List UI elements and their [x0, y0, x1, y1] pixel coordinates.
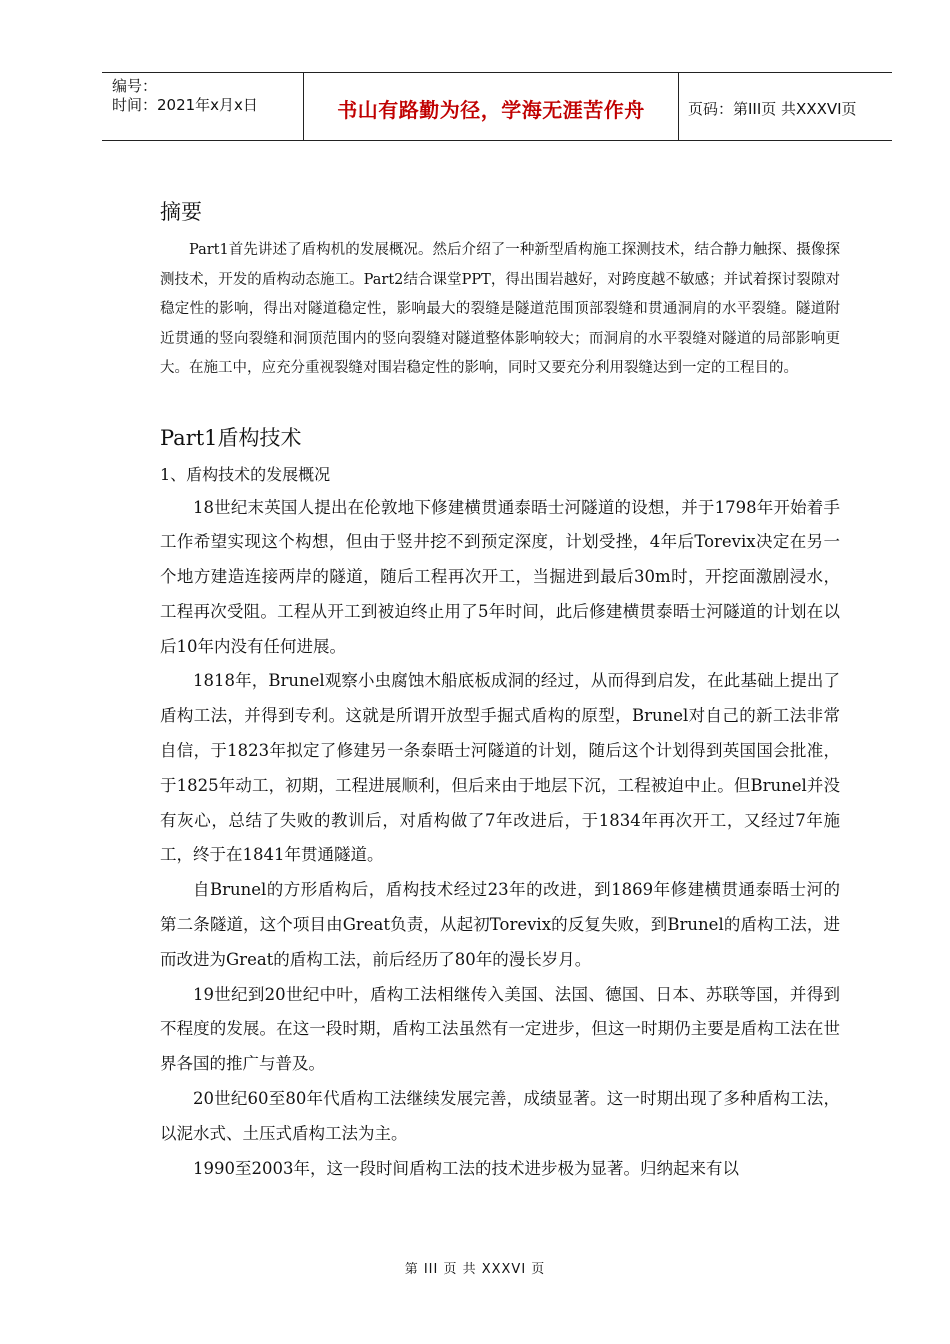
abstract-title: 摘要 — [160, 200, 202, 224]
section-title: 1、盾构技术的发展概况 — [160, 464, 331, 484]
header-number-label: 编号： — [112, 77, 158, 95]
body-paragraph: 20世纪60至80年代盾构工法继续发展完善，成绩显著。这一时期出现了多种盾构工法，以泥水式、土压式盾构工法为主。 — [160, 1089, 840, 1143]
header-meta — [112, 77, 258, 115]
header-motto: 书山有路勤为径，学海无涯苦作舟 — [337, 98, 645, 122]
body-paragraph: 18世纪末英国人提出在伦敦地下修建横贯通泰晤士河隧道的设想，并于1798年开始着手工作希望实现这个构想，但由于竖井挖不到预定深度，计划受挫，4年后Torevix决定在另一个地方建造连接两岸的隧道，随后工程再次开工，当掘进到最后30m时，开挖面激剧浸水，工程再次受阻。工程从开工到被迫终止用了5年时间，此后修建横贯泰晤士河隧道的计划在以后10年内没有任何进展。 — [160, 497, 840, 656]
header-top-rule — [102, 72, 892, 73]
page-footer: 第 III 页 共 XXXVI 页 — [404, 1262, 546, 1277]
abstract-text: Part1首先讲述了盾构机的发展概况。然后介绍了一种新型盾构施工探测技术，结合静力触探、摄像探测技术，开发的盾构动态施工。Part2结合课堂PPT，得出围岩越好，对跨度越不敏感；并试着探讨裂隙对稳定性的影响，得出对隧道稳定性，影响最大的裂缝是隧道范围顶部裂缝和贯通洞肩的水平裂缝。隧道附近贯通的竖向裂缝和洞顶范围内的竖向裂缝对隧道整体影响较大；而洞肩的水平裂缝对隧道的局部影响更大。在施工中，应充分重视裂缝对围岩稳定性的影响，同时又要充分利用裂缝达到一定的工程目的。 — [160, 242, 840, 376]
header-page-label: 页码：第III页 共XXXVI页 — [688, 100, 857, 118]
document-body — [160, 196, 840, 1186]
header-date-label: 时间：2021年x月x日 — [112, 96, 258, 114]
body-paragraph: 自Brunel的方形盾构后，盾构技术经过23年的改进，到1869年修建横贯通泰晤士河的第二条隧道，这个项目由Great负责，从起初Torevix的反复失败，到Brunel的盾构工法，进而改进为Great的盾构工法，前后经历了80年的漫长岁月。 — [160, 880, 840, 969]
body-paragraph: 1818年，Brunel观察小虫腐蚀木船底板成洞的经过，从而得到启发，在此基础上提出了盾构工法，并得到专利。这就是所谓开放型手掘式盾构的原型，Brunel对自己的新工法非常自信，于1823年拟定了修建另一条泰晤士河隧道的计划，随后这个计划得到英国国会批准，于1825年动工，初期，工程进展顺利，但后来由于地层下沉，工程被迫中止。但Brunel并没有灰心，总结了失败的教训后，对盾构做了7年改进后，于1834年再次开工，又经过7年施工，终于在1841年贯通隧道。 — [160, 671, 840, 865]
part1-title: Part1盾构技术 — [160, 425, 302, 450]
header-divider-right — [678, 72, 679, 140]
body-paragraph: 1990至2003年，这一段时间盾构工法的技术进步极为显著。归纳起来有以 — [193, 1158, 739, 1178]
body-paragraph: 19世纪到20世纪中叶，盾构工法相继传入美国、法国、德国、日本、苏联等国，并得到不程度的发展。在这一段时期，盾构工法虽然有一定进步，但这一时期仍主要是盾构工法在世界各国的推广与普及。 — [160, 984, 840, 1074]
header-bottom-rule — [102, 140, 892, 141]
